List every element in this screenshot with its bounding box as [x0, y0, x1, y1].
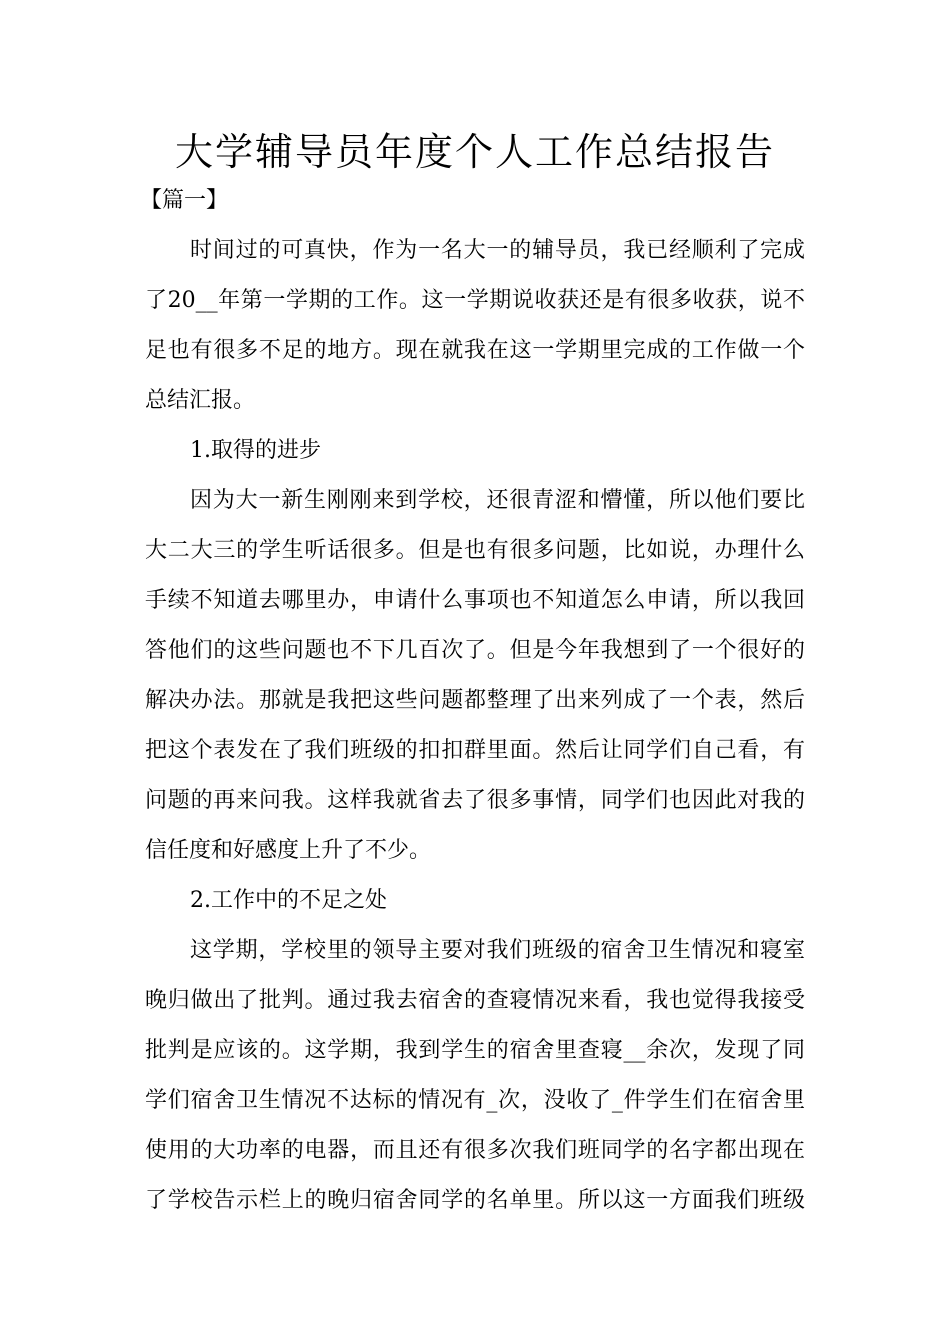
paragraph-line: 问题的再来问我。这样我就省去了很多事情，同学们也因此对我的 [145, 788, 805, 813]
paragraph-line: 批判是应该的。这学期，我到学生的宿舍里查寝__余次，发现了同 [145, 1038, 805, 1063]
paragraph-line: 解决办法。那就是我把这些问题都整理了出来列成了一个表，然后 [145, 688, 805, 713]
section-label: 【篇一】 [140, 188, 229, 213]
subheading: 2.工作中的不足之处 [190, 888, 387, 913]
paragraph-line: 了学校告示栏上的晚归宿舍同学的名单里。所以这一方面我们班级 [145, 1188, 805, 1213]
paragraph-line: 大二大三的学生听话很多。但是也有很多问题，比如说，办理什么 [145, 538, 805, 563]
paragraph-line: 因为大一新生刚刚来到学校，还很青涩和懵懂，所以他们要比 [190, 488, 805, 513]
paragraph-line: 答他们的这些问题也不下几百次了。但是今年我想到了一个很好的 [145, 638, 805, 663]
paragraph-line: 使用的大功率的电器，而且还有很多次我们班同学的名字都出现在 [145, 1138, 805, 1163]
subheading: 1.取得的进步 [190, 438, 321, 463]
paragraph-line: 足也有很多不足的地方。现在就我在这一学期里完成的工作做一个 [145, 338, 805, 363]
paragraph-line: 晚归做出了批判。通过我去宿舍的查寝情况来看，我也觉得我接受 [145, 988, 805, 1013]
paragraph-line: 信任度和好感度上升了不少。 [145, 838, 432, 863]
paragraph-line: 了20__年第一学期的工作。这一学期说收获还是有很多收获，说不 [145, 288, 805, 313]
paragraph-line: 学们宿舍卫生情况不达标的情况有_次，没收了_件学生们在宿舍里 [145, 1088, 805, 1113]
paragraph-line: 把这个表发在了我们班级的扣扣群里面。然后让同学们自己看，有 [145, 738, 805, 763]
paragraph-line: 时间过的可真快，作为一名大一的辅导员，我已经顺利了完成 [190, 238, 805, 263]
document-title: 大学辅导员年度个人工作总结报告 [174, 130, 775, 174]
paragraph-line: 手续不知道去哪里办，申请什么事项也不知道怎么申请，所以我回 [145, 588, 805, 613]
paragraph-line: 总结汇报。 [145, 388, 256, 413]
paragraph-line: 这学期，学校里的领导主要对我们班级的宿舍卫生情况和寝室 [190, 938, 805, 963]
